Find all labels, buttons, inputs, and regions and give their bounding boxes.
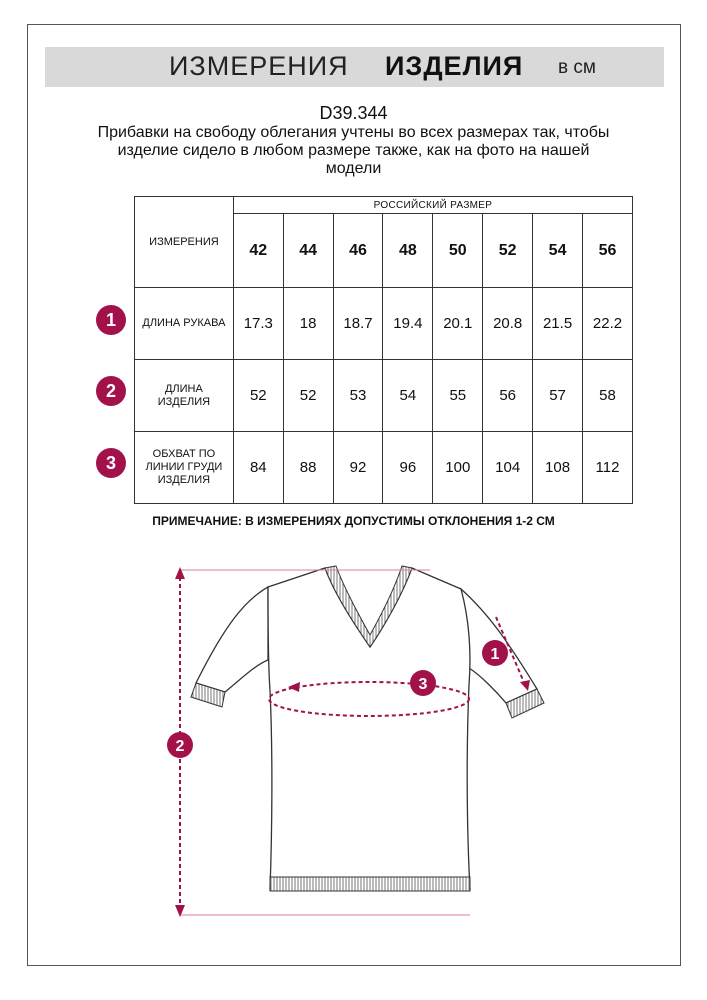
table-cell: 18.7 — [333, 288, 383, 360]
fit-description — [90, 124, 617, 178]
row-label-line: ДЛИНА РУКАВА — [142, 317, 226, 329]
table-cell: 52 — [233, 360, 283, 432]
description-line: изделие сидело в любом размере также, как на фото на нашей — [117, 142, 590, 159]
table-cell: 84 — [233, 432, 283, 504]
table-cell: 57 — [533, 360, 583, 432]
table-cell: 53 — [333, 360, 383, 432]
size-header: 56 — [583, 214, 633, 288]
table-cell: 52 — [283, 360, 333, 432]
title-unit: в см — [558, 57, 596, 78]
table-cell: 58 — [583, 360, 633, 432]
product-code: D39.344 — [319, 103, 388, 123]
table-cell: 100 — [433, 432, 483, 504]
garment-diagram — [0, 555, 707, 935]
row-badge-3: 3 — [96, 448, 126, 478]
row-label-line: ИЗДЕЛИЯ — [157, 474, 211, 486]
table-cell: 96 — [383, 432, 433, 504]
table-cell: 55 — [433, 360, 483, 432]
diagram-marker-2 — [167, 732, 193, 758]
description-line: Прибавки на свободу облегания учтены во всех размерах так, чтобы — [97, 124, 610, 141]
table-cell: 18 — [283, 288, 333, 360]
diagram-marker-1 — [482, 640, 508, 666]
row-label-line: ИЗДЕЛИЯ — [157, 395, 211, 408]
table-row — [135, 288, 633, 360]
table-cell: 104 — [483, 432, 533, 504]
measure-header: ИЗМЕРЕНИЯ — [135, 197, 234, 288]
table-row — [135, 360, 633, 432]
row-badge-1: 1 — [96, 305, 126, 335]
tshirt-outline — [196, 568, 537, 889]
size-table — [134, 196, 633, 504]
size-header: 50 — [433, 214, 483, 288]
diagram-marker-label: 3 — [418, 676, 428, 693]
size-header: 48 — [383, 214, 433, 288]
table-cell: 20.8 — [483, 288, 533, 360]
size-system-header: РОССИЙСКИЙ РАЗМЕР — [233, 197, 632, 214]
size-header: 44 — [283, 214, 333, 288]
row-label-line: ДЛИНА — [164, 382, 203, 395]
table-cell: 22.2 — [583, 288, 633, 360]
title-part-2: ИЗДЕЛИЯ — [385, 51, 524, 81]
row-label-line: ЛИНИИ ГРУДИ — [145, 461, 223, 473]
title-banner — [45, 47, 664, 87]
table-cell: 108 — [533, 432, 583, 504]
table-cell: 112 — [583, 432, 633, 504]
table-cell: 17.3 — [233, 288, 283, 360]
diagram-marker-3 — [410, 670, 436, 696]
size-header: 42 — [233, 214, 283, 288]
table-cell: 92 — [333, 432, 383, 504]
title-part-1: ИЗМЕРЕНИЯ — [169, 51, 349, 81]
hem-band — [270, 877, 470, 891]
tolerance-note: ПРИМЕЧАНИЕ: В ИЗМЕРЕНИЯХ ДОПУСТИМЫ ОТКЛОНЕНИЯ 1-2 СМ — [152, 514, 555, 528]
table-cell: 56 — [483, 360, 533, 432]
table-cell: 21.5 — [533, 288, 583, 360]
row-label-line: ОБХВАТ ПО — [152, 448, 216, 460]
row-label-chest-girth — [135, 432, 234, 504]
size-header: 46 — [333, 214, 383, 288]
table-cell: 19.4 — [383, 288, 433, 360]
size-header: 52 — [483, 214, 533, 288]
size-header: 54 — [533, 214, 583, 288]
table-cell: 54 — [383, 360, 433, 432]
description-line: модели — [325, 160, 382, 177]
diagram-marker-label: 1 — [490, 646, 500, 663]
table-cell: 20.1 — [433, 288, 483, 360]
row-label-garment-length — [135, 360, 234, 432]
diagram-marker-label: 2 — [175, 738, 185, 755]
table-row — [135, 432, 633, 504]
table-cell: 88 — [283, 432, 333, 504]
row-badge-2: 2 — [96, 376, 126, 406]
row-label-sleeve-length — [135, 288, 234, 360]
